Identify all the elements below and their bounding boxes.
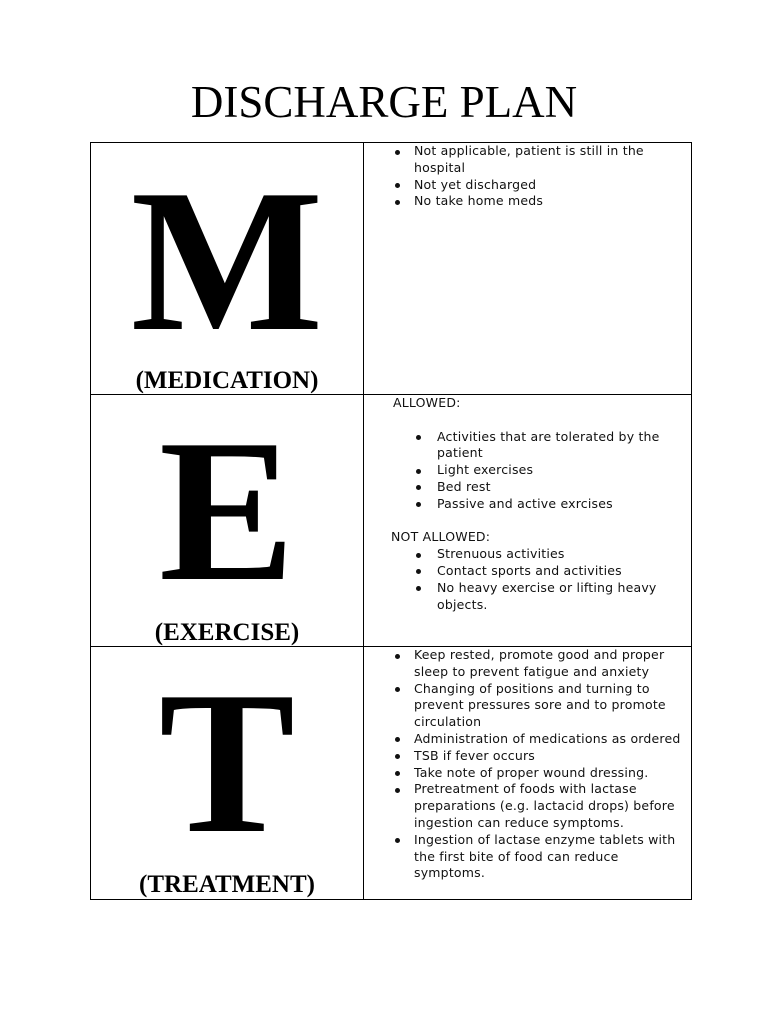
list-item: Pretreatment of foods with lactase preparations (e.g. lactacid drops) before ingestion can reduce symptoms. bbox=[364, 781, 691, 831]
list-item: TSB if fever occurs bbox=[364, 748, 691, 765]
treatment-letter-cell bbox=[91, 647, 364, 899]
list-item: Strenuous activities bbox=[364, 546, 691, 563]
treatment-letter: T bbox=[158, 650, 296, 876]
list-item: Administration of medications as ordered bbox=[364, 731, 691, 748]
not-allowed-heading: NOT ALLOWED: bbox=[391, 529, 491, 545]
list-item: Contact sports and activities bbox=[364, 563, 691, 580]
list-item: Take note of proper wound dressing. bbox=[364, 765, 691, 782]
list-item: Activities that are tolerated by the patient bbox=[364, 429, 691, 463]
exercise-label: (EXERCISE) bbox=[154, 619, 300, 646]
allowed-heading: ALLOWED: bbox=[393, 395, 461, 410]
exercise-letter: E bbox=[158, 398, 296, 624]
list-item: Passive and active exrcises bbox=[364, 496, 691, 513]
list-item: Ingestion of lactase enzyme tablets with the first bite of food can reduce symptoms. bbox=[364, 832, 691, 882]
medication-row bbox=[90, 142, 692, 395]
list-item: No heavy exercise or lifting heavy objects. bbox=[364, 580, 691, 614]
treatment-details-cell bbox=[364, 647, 691, 899]
list-item: Keep rested, promote good and proper sleep to prevent fatigue and anxiety bbox=[364, 647, 691, 681]
treatment-label: (TREATMENT) bbox=[139, 871, 315, 898]
treatment-list bbox=[364, 647, 691, 882]
medication-list bbox=[364, 143, 691, 210]
list-item: Bed rest bbox=[364, 479, 691, 496]
list-item: Not yet discharged bbox=[364, 177, 691, 194]
exercise-details-cell bbox=[364, 395, 691, 646]
allowed-list bbox=[364, 429, 691, 513]
not-allowed-list bbox=[364, 546, 691, 613]
list-item: Light exercises bbox=[364, 462, 691, 479]
page-title: DISCHARGE PLAN bbox=[190, 77, 578, 127]
medication-label: (MEDICATION) bbox=[135, 367, 319, 394]
treatment-row bbox=[90, 646, 692, 900]
list-item: Changing of positions and turning to prevent pressures sore and to promote circulation bbox=[364, 681, 691, 731]
medication-letter: M bbox=[130, 148, 324, 374]
exercise-letter-cell bbox=[91, 395, 364, 646]
medication-letter-cell bbox=[91, 143, 364, 394]
list-item: No take home meds bbox=[364, 193, 691, 210]
medication-details-cell bbox=[364, 143, 691, 394]
list-item: Not applicable, patient is still in the hospital bbox=[364, 143, 691, 177]
exercise-row bbox=[90, 394, 692, 647]
